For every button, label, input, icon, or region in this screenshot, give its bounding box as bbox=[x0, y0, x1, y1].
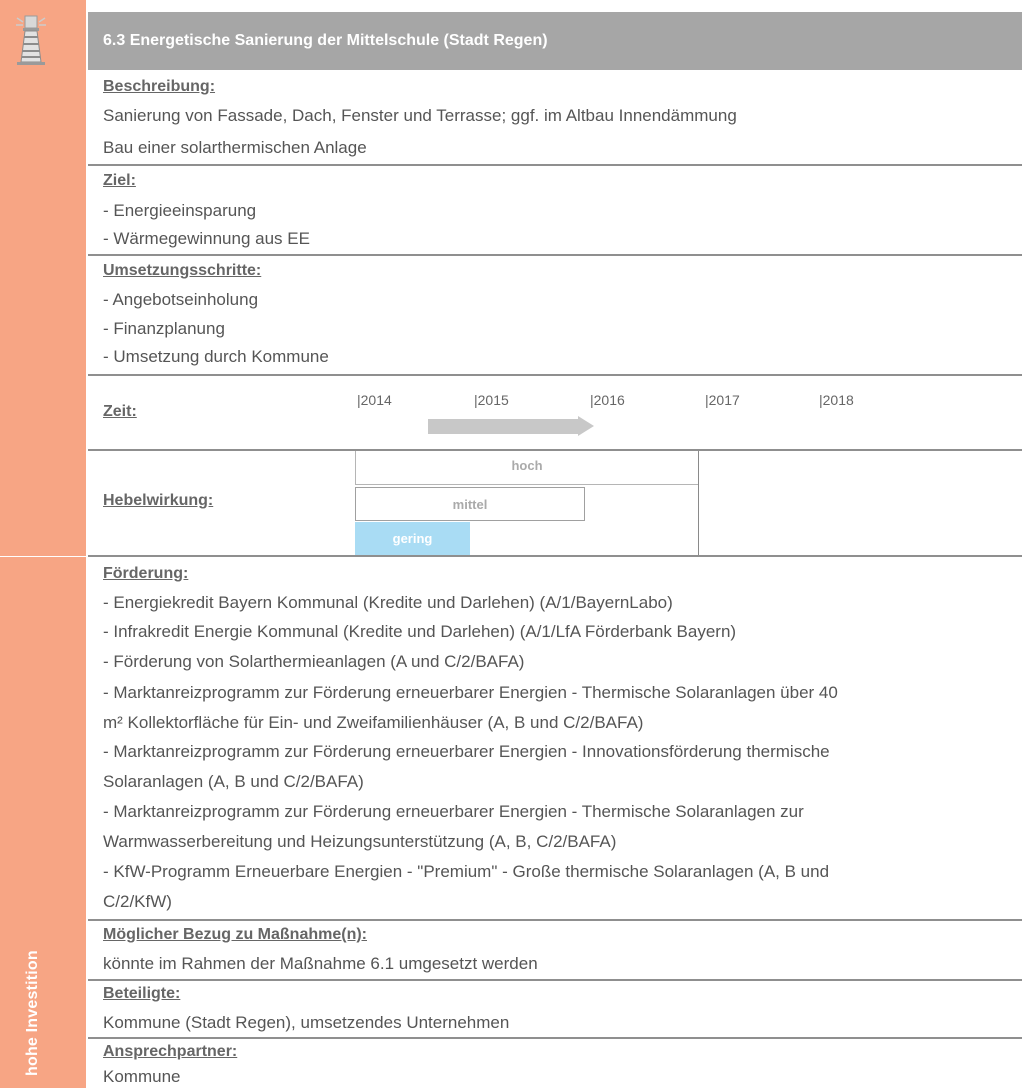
foerderung-line-1: - Energiekredit Bayern Kommunal (Kredite und Darlehen) (A/1/BayernLabo) bbox=[103, 593, 673, 612]
umsetzung-label: Umsetzungsschritte: bbox=[103, 262, 262, 279]
year-2017: |2017 bbox=[705, 392, 740, 408]
umsetzung-line-1: - Angebotseinholung bbox=[103, 290, 259, 309]
divider bbox=[88, 374, 1022, 376]
sidebar-divider bbox=[0, 556, 86, 557]
ansprechpartner-label: Ansprechpartner: bbox=[103, 1043, 238, 1060]
lighthouse-icon bbox=[14, 14, 48, 66]
umsetzung-line-2: - Finanzplanung bbox=[103, 319, 225, 338]
sidebar bbox=[0, 0, 86, 1088]
bezug-text: könnte im Rahmen der Maßnahme 6.1 umgesetzt werden bbox=[103, 954, 538, 973]
beteiligte-text: Kommune (Stadt Regen), umsetzendes Unternehmen bbox=[103, 1013, 510, 1032]
timeline-arrow bbox=[428, 419, 580, 434]
year-2014: |2014 bbox=[357, 392, 392, 408]
category-label: hohe Investition bbox=[24, 950, 41, 1076]
divider bbox=[88, 1037, 1022, 1039]
year-2016: |2016 bbox=[590, 392, 625, 408]
divider bbox=[88, 555, 1022, 557]
lever-level-mid: mittel bbox=[355, 487, 585, 521]
arrow-right-icon bbox=[578, 416, 594, 436]
foerderung-line-2: - Infrakredit Energie Kommunal (Kredite und Darlehen) (A/1/LfA Förderbank Bayern) bbox=[103, 622, 737, 641]
foerderung-line-9: Warmwasserbereitung und Heizungsunterstützung (A, B, C/2/BAFA) bbox=[103, 832, 617, 851]
ziel-line-2: - Wärmegewinnung aus EE bbox=[103, 229, 310, 248]
zeit-label: Zeit: bbox=[103, 403, 137, 420]
lever-level-low: gering bbox=[355, 522, 470, 555]
divider bbox=[88, 979, 1022, 981]
foerderung-line-6: - Marktanreizprogramm zur Förderung erneuerbarer Energien - Innovationsförderung thermische bbox=[103, 742, 830, 761]
divider bbox=[88, 254, 1022, 256]
foerderung-line-8: - Marktanreizprogramm zur Förderung erneuerbarer Energien - Thermische Solaranlagen zur bbox=[103, 802, 804, 821]
foerderung-line-10: - KfW-Programm Erneuerbare Energien - "Premium" - Große thermische Solaranlagen (A, B und bbox=[103, 862, 830, 881]
page-title: 6.3 Energetische Sanierung der Mittelschule (Stadt Regen) bbox=[88, 12, 1022, 70]
hebel-label: Hebelwirkung: bbox=[103, 492, 214, 509]
divider bbox=[88, 919, 1022, 921]
foerderung-line-11: C/2/KfW) bbox=[103, 892, 172, 911]
ziel-line-1: - Energieeinsparung bbox=[103, 201, 257, 220]
beschreibung-line-2: Bau einer solarthermischen Anlage bbox=[103, 138, 367, 157]
foerderung-line-7: Solaranlagen (A, B und C/2/BAFA) bbox=[103, 772, 364, 791]
lever-level-high: hoch bbox=[355, 451, 699, 485]
umsetzung-line-3: - Umsetzung durch Kommune bbox=[103, 347, 329, 366]
foerderung-label: Förderung: bbox=[103, 565, 189, 582]
year-2015: |2015 bbox=[474, 392, 509, 408]
lever-divider bbox=[698, 451, 699, 555]
ziel-label: Ziel: bbox=[103, 172, 136, 189]
foerderung-line-3: - Förderung von Solarthermieanlagen (A und C/2/BAFA) bbox=[103, 652, 525, 671]
divider bbox=[88, 164, 1022, 166]
foerderung-line-4: - Marktanreizprogramm zur Förderung erneuerbarer Energien - Thermische Solaranlagen über 40 bbox=[103, 683, 838, 702]
beschreibung-label: Beschreibung: bbox=[103, 78, 216, 95]
foerderung-line-5: m² Kollektorfläche für Ein- und Zweifamilienhäuser (A, B und C/2/BAFA) bbox=[103, 713, 644, 732]
bezug-label: Möglicher Bezug zu Maßnahme(n): bbox=[103, 926, 367, 943]
year-2018: |2018 bbox=[819, 392, 854, 408]
ansprechpartner-text: Kommune bbox=[103, 1067, 181, 1086]
beschreibung-line-1: Sanierung von Fassade, Dach, Fenster und Terrasse; ggf. im Altbau Innendämmung bbox=[103, 106, 737, 125]
beteiligte-label: Beteiligte: bbox=[103, 985, 181, 1002]
